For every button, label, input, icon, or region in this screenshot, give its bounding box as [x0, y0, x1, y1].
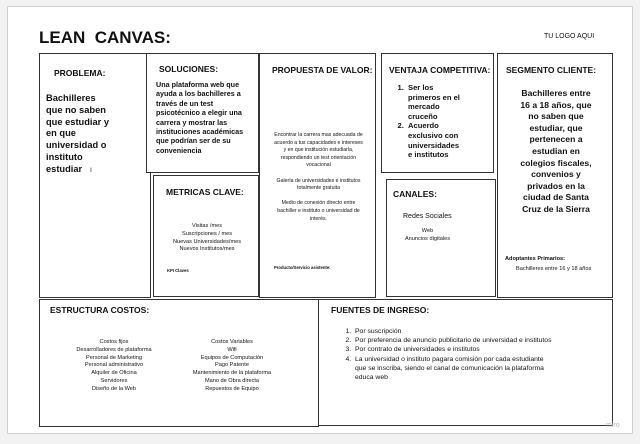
ventaja-box[interactable] [381, 53, 494, 173]
propuesta-header: PROPUESTA DE VALOR: [272, 65, 373, 75]
ingresos-item: 2. Por preferencia de anuncio publicitario de universidad e institutos [353, 336, 551, 345]
ventaja-header: VENTAJA COMPETITIVA: [389, 65, 491, 75]
costos-header: ESTRUCTURA COSTOS: [50, 305, 150, 315]
canales-line-1: Redes Sociales [403, 213, 452, 220]
soluciones-box[interactable] [146, 53, 259, 173]
costos-fijos-list: Costos fijos Desarrolladores de plataforma Personal de Marketing Personal administrativo Alquiler de Oficina Servidores Diseño de la Web [76, 339, 152, 392]
logo-placeholder: TU LOGO AQUI [544, 33, 595, 40]
text-cursor: I [90, 167, 92, 174]
canvas-title: LEAN CANVAS: [39, 28, 171, 47]
ingresos-box[interactable] [318, 299, 613, 426]
ventaja-item: 2. Acuerdo exclusivo con universidades e institutos [406, 121, 460, 159]
ingresos-item: 1. Por suscripción [353, 327, 551, 336]
segmento-header: SEGMENTO CLIENTE: [506, 65, 597, 75]
propuesta-footer-label: Producto/Servicio asistente: [274, 265, 331, 270]
canales-text: Web Anuncios digitales [404, 228, 451, 242]
canales-box[interactable] [386, 179, 496, 297]
metricas-kpi-label: KPI Claves [167, 268, 189, 273]
miro-watermark: miro [606, 422, 620, 429]
segmento-early-label: Adoptantes Primarios: [505, 256, 565, 262]
soluciones-header: SOLUCIONES: [159, 64, 219, 74]
problema-box[interactable] [39, 53, 151, 298]
segmento-box[interactable] [497, 53, 613, 298]
propuesta-text: Encontrar la carrera mas adecuada de acuerdo a tus capacidades e intereses y en que institución estudiarla, respondiendo un test orientación vocacional Galería de universidades e institutos totalmente gratuita Medio de conexión directo entre bachiller e instituto o universidad de interés. [274, 132, 363, 222]
metricas-text: Visitas /mes Suscripciones / mes Nuevas Universidades/mes Nuevos Institutos/mes [172, 223, 242, 253]
lean-canvas-sheet [7, 6, 633, 434]
ingresos-header: FUENTES DE INGRESO: [331, 305, 430, 315]
soluciones-text: Una plataforma web que ayuda a los bachilleres a través de un test psicotécnico a elegir una carrera y mostrar las instituciones académicas que podrían ser de su conveniencia [156, 80, 244, 155]
segmento-early-value: Bachilleres entre 16 y 18 años [516, 266, 592, 272]
costos-variables-list: Costos Variables Wifi Equipos de Computación Pago Patente Mantenimiento de la plataforma Mano de Obra directa Repuestos de Equipo [192, 339, 272, 392]
ingresos-list [341, 327, 551, 382]
problema-text: Bachilleres que no saben que estudiar y en que universidad o instituto estudiar I [46, 93, 110, 174]
metricas-box[interactable] [153, 175, 259, 297]
segmento-text: Bachilleres entre 16 a 18 años, que no saben que estudiar, que pertenecen a estudian en colegios fiscales, convenios y privados en la ciudad de Santa Cruz de la Sierra [520, 88, 592, 214]
ventaja-item: 1. Ser los primeros en el mercado cruceño [406, 83, 460, 121]
ingresos-item: 4. La universidad o instituto pagara comisión por cada estudiante que se inscriba, siendo el canal de comunicación la plataforma educa web [353, 355, 551, 383]
propuesta-box[interactable] [259, 53, 376, 298]
metricas-header: METRICAS CLAVE: [166, 187, 244, 197]
costos-box[interactable] [39, 299, 319, 427]
ingresos-item: 3. Por contrato de universidades e institutos [353, 345, 551, 354]
canales-header: CANALES: [393, 189, 437, 199]
problema-header: PROBLEMA: [54, 68, 106, 78]
ventaja-list [394, 83, 460, 160]
